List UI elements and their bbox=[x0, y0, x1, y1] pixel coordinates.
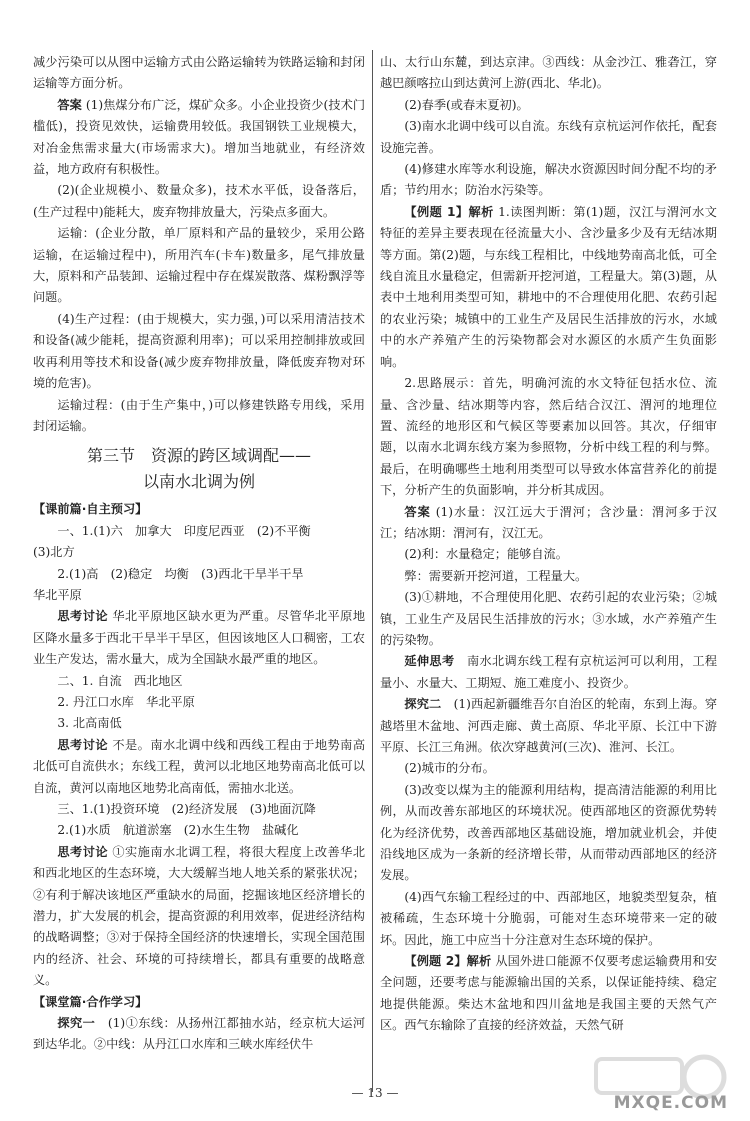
example-paragraph: 【例题 1】解析 1.读图判断：第(1)题，汉江与渭河水文特征的差异主要表现在径流量大小、含沙量多少及有无结冰期等方面。第(2)题，与东线工程相比，中线地势南高北低，可全线自流且水量稳定，但需新开挖河道，工程量大。第(3)题，从表中土地利用类型可知，耕地中的不合理使用化肥、农药引起的农业污染；城镇中的工业生产及居民生活排放的污水，水域中的水产养殖产生的污染物都会对水源区的水质产生负面影响。 bbox=[380, 204, 717, 369]
paragraph: (3)①耕地，不合理使用化肥、农药引起的农业污染；②城镇，工业生产及居民生活排放的污水；③水域，水产养殖产生的污染物。 bbox=[380, 590, 717, 647]
think-paragraph: 思考讨论 华北平原地区缺水更为严重。尽管华北平原地区降水量多于西北干旱半干旱区，但因该地区人口稠密，工农业生产发达，需水量大，成为全国缺水最严重的地区。 bbox=[33, 609, 366, 667]
paragraph: (2)春季(或春末夏初)。 bbox=[404, 97, 529, 112]
answer-line: 二、1. 自流 西北地区 bbox=[57, 673, 183, 688]
right-column bbox=[380, 52, 717, 1037]
answer-line: 3. 北高南低 bbox=[57, 716, 122, 731]
paragraph: 运输：(企业分散，单厂原料和产品的量较少，采用公路运输，在运输过程中)，所用汽车(卡车)数量多，尾气排放量大，原料和产品装卸、运输过程中存在煤炭散落、煤粉飘浮等问题。 bbox=[33, 226, 365, 305]
paragraph: (4)修建水库等水利设施，解决水资源因时间分配不均的矛盾；节约用水；防治水污染等。 bbox=[380, 162, 717, 198]
left-column bbox=[33, 52, 365, 1056]
answer-line: 一、1.(1)六 加拿大 印度尼西亚 (2)不平衡 bbox=[57, 523, 311, 538]
answer-paragraph: 答案 (1)水量：汉江远大于渭河；含沙量：渭河多于汉江；结冰期：渭河有，汉江无。 bbox=[380, 504, 717, 540]
paragraph: 减少污染可以从图中运输方式由公路运输转为铁路运输和封闭运输等方面分析。 bbox=[33, 55, 365, 91]
paragraph: (4)西气东输工程经过的中、西部地区，地貌类型复杂，植被稀疏，生态环境十分脆弱，可能对生态环境带来一定的破坏。因此，施工中应当十分注意对生态环境的保护。 bbox=[380, 889, 717, 947]
paragraph: 2.思路展示：首先，明确河流的水文特征包括水位、流量、含沙量、结冰期等内容，然后结合汉江、渭河的地理位置、流经的地形区和气候区等要素加以回答。其次，仔细审题，以南水北调东线方案为参照物，分析中线工程的利与弊。最后，在明确哪些土地利用类型可以导致水体富营养化的前提下，分析产生的负面影响，并分析其成因。 bbox=[380, 376, 717, 498]
answer-paragraph: 答案 (1)焦煤分布广泛，煤矿众多。小企业投资少(技术门槛低)，投资见效快，运输费用较低。我国钢铁工业规模大，对冶金焦需求量大(市场需求大)。增加当地就业，有经济效益，地方政府有积极性。 bbox=[33, 97, 366, 177]
paragraph: (3)改变以煤为主的能源利用结构，提高清洁能源的利用比例，从而改善东部地区的环境状况。使西部地区的资源优势转化为经济优势，改善西部地区基础设施，增加就业机会，并使沿线地区成为一条新的经济增长带，从而带动西部地区的经济发展。 bbox=[380, 782, 717, 883]
answer-line: 2.(1)高 (2)稳定 均衡 (3)西北干旱半干旱 bbox=[57, 566, 304, 581]
example-paragraph: 【例题 2】解析 从国外进口能源不仅要考虑运输费用和安全问题，还要考虑与能源输出国的关系，以保证能持续、稳定地提供能源。柴达木盆地和四川盆地是我国主要的天然气产区。西气东输除了直接的经济效益，天然气研 bbox=[380, 954, 718, 1033]
extension-paragraph: 延伸思考 南水北调东线工程有京杭运河可以利用，工程量小、水量大、工期短、施工难度小、投资少。 bbox=[380, 654, 718, 690]
section-title: 第三节 资源的跨区域调配—— 以南水北调为例 bbox=[86, 446, 311, 492]
answer-line: (3)北方 bbox=[33, 545, 75, 560]
paragraph: 运输过程：(由于生产集中，)可以修建铁路专用线，采用封闭运输。 bbox=[33, 397, 365, 433]
watermark-text: MXQE.COM bbox=[613, 1093, 728, 1113]
paragraph: 弊：需要新开挖河道，工程量大。 bbox=[404, 568, 588, 583]
think-paragraph: 思考讨论 ①实施南水北调工程，将很大程度上改善华北和西北地区的生态环境，大大缓解当地人地关系的紧张状况；②有利于解决该地区严重缺水的局面，挖掘该地区经济增长的潜力，扩大发展的机会，提高资源的利用效率，促进经济结构的战略调整；③对于保持全国经济的快速增长，实现全国范围内的经济、社会、环境的可持续增长，都具有重要的战略意义。 bbox=[33, 844, 366, 988]
paragraph: 山、太行山东麓，到达京津。③西线：从金沙江、雅砻江，穿越巴颜喀拉山到达黄河上游(西北、华北)。 bbox=[380, 55, 717, 91]
answer-line: 华北平原 bbox=[33, 587, 82, 602]
answer-line: 2.(1)水质 航道淤塞 (2)水生生物 盐碱化 bbox=[57, 823, 299, 838]
answer-line: 2. 丹江口水库 华北平原 bbox=[57, 694, 195, 709]
page-number: — 13 — bbox=[351, 1086, 399, 1100]
paragraph: (2)城市的分布。 bbox=[404, 761, 495, 776]
paragraph: (2)(企业规模小、数量众多)，技术水平低，设备落后，(生产过程中)能耗大，废弃物排放量大，污染点多面大。 bbox=[33, 183, 365, 219]
column-divider bbox=[372, 50, 373, 1092]
paragraph: (2)利：水量稳定；能够自流。 bbox=[404, 547, 568, 562]
explore-paragraph: 探究一 (1)①东线：从扬州江都抽水站，经京杭大运河到达华北。②中线：从丹江口水库和三峡水库经伏牛 bbox=[33, 1016, 366, 1052]
paragraph: (3)南水北调中线可以自流。东线有京杭运河作依托，配套设施完善。 bbox=[380, 119, 717, 155]
class-heading: 【课堂篇·合作学习】 bbox=[33, 994, 148, 1009]
answer-line: 三、1.(1)投资环境 (2)经济发展 (3)地面沉降 bbox=[57, 802, 316, 816]
paragraph: (4)生产过程：(由于规模大，实力强，)可以采用清洁技术和设备(减少能耗，提高资源利用率)；可以采用控制排放或回收再利用等技术和设备(减少废弃物排放量，降低废弃物对环境的危害)。 bbox=[33, 311, 365, 391]
think-paragraph: 思考讨论 不是。南水北调中线和西线工程由于地势南高北低可自流供水；东线工程，黄河以北地区地势南高北低可以自流，黄河以南地区地势北高南低，需抽水北送。 bbox=[33, 737, 366, 795]
preview-heading: 【课前篇·自主预习】 bbox=[33, 502, 148, 517]
answer-label: 答案 bbox=[57, 97, 82, 112]
explore-paragraph: 探究二 (1)西起新疆维吾尔自治区的轮南，东到上海。穿越塔里木盆地、河西走廊、黄土高原、华北平原、长江中下游平原、长江三角洲。依次穿越黄河(三次)、淮河、长江。 bbox=[380, 697, 718, 754]
